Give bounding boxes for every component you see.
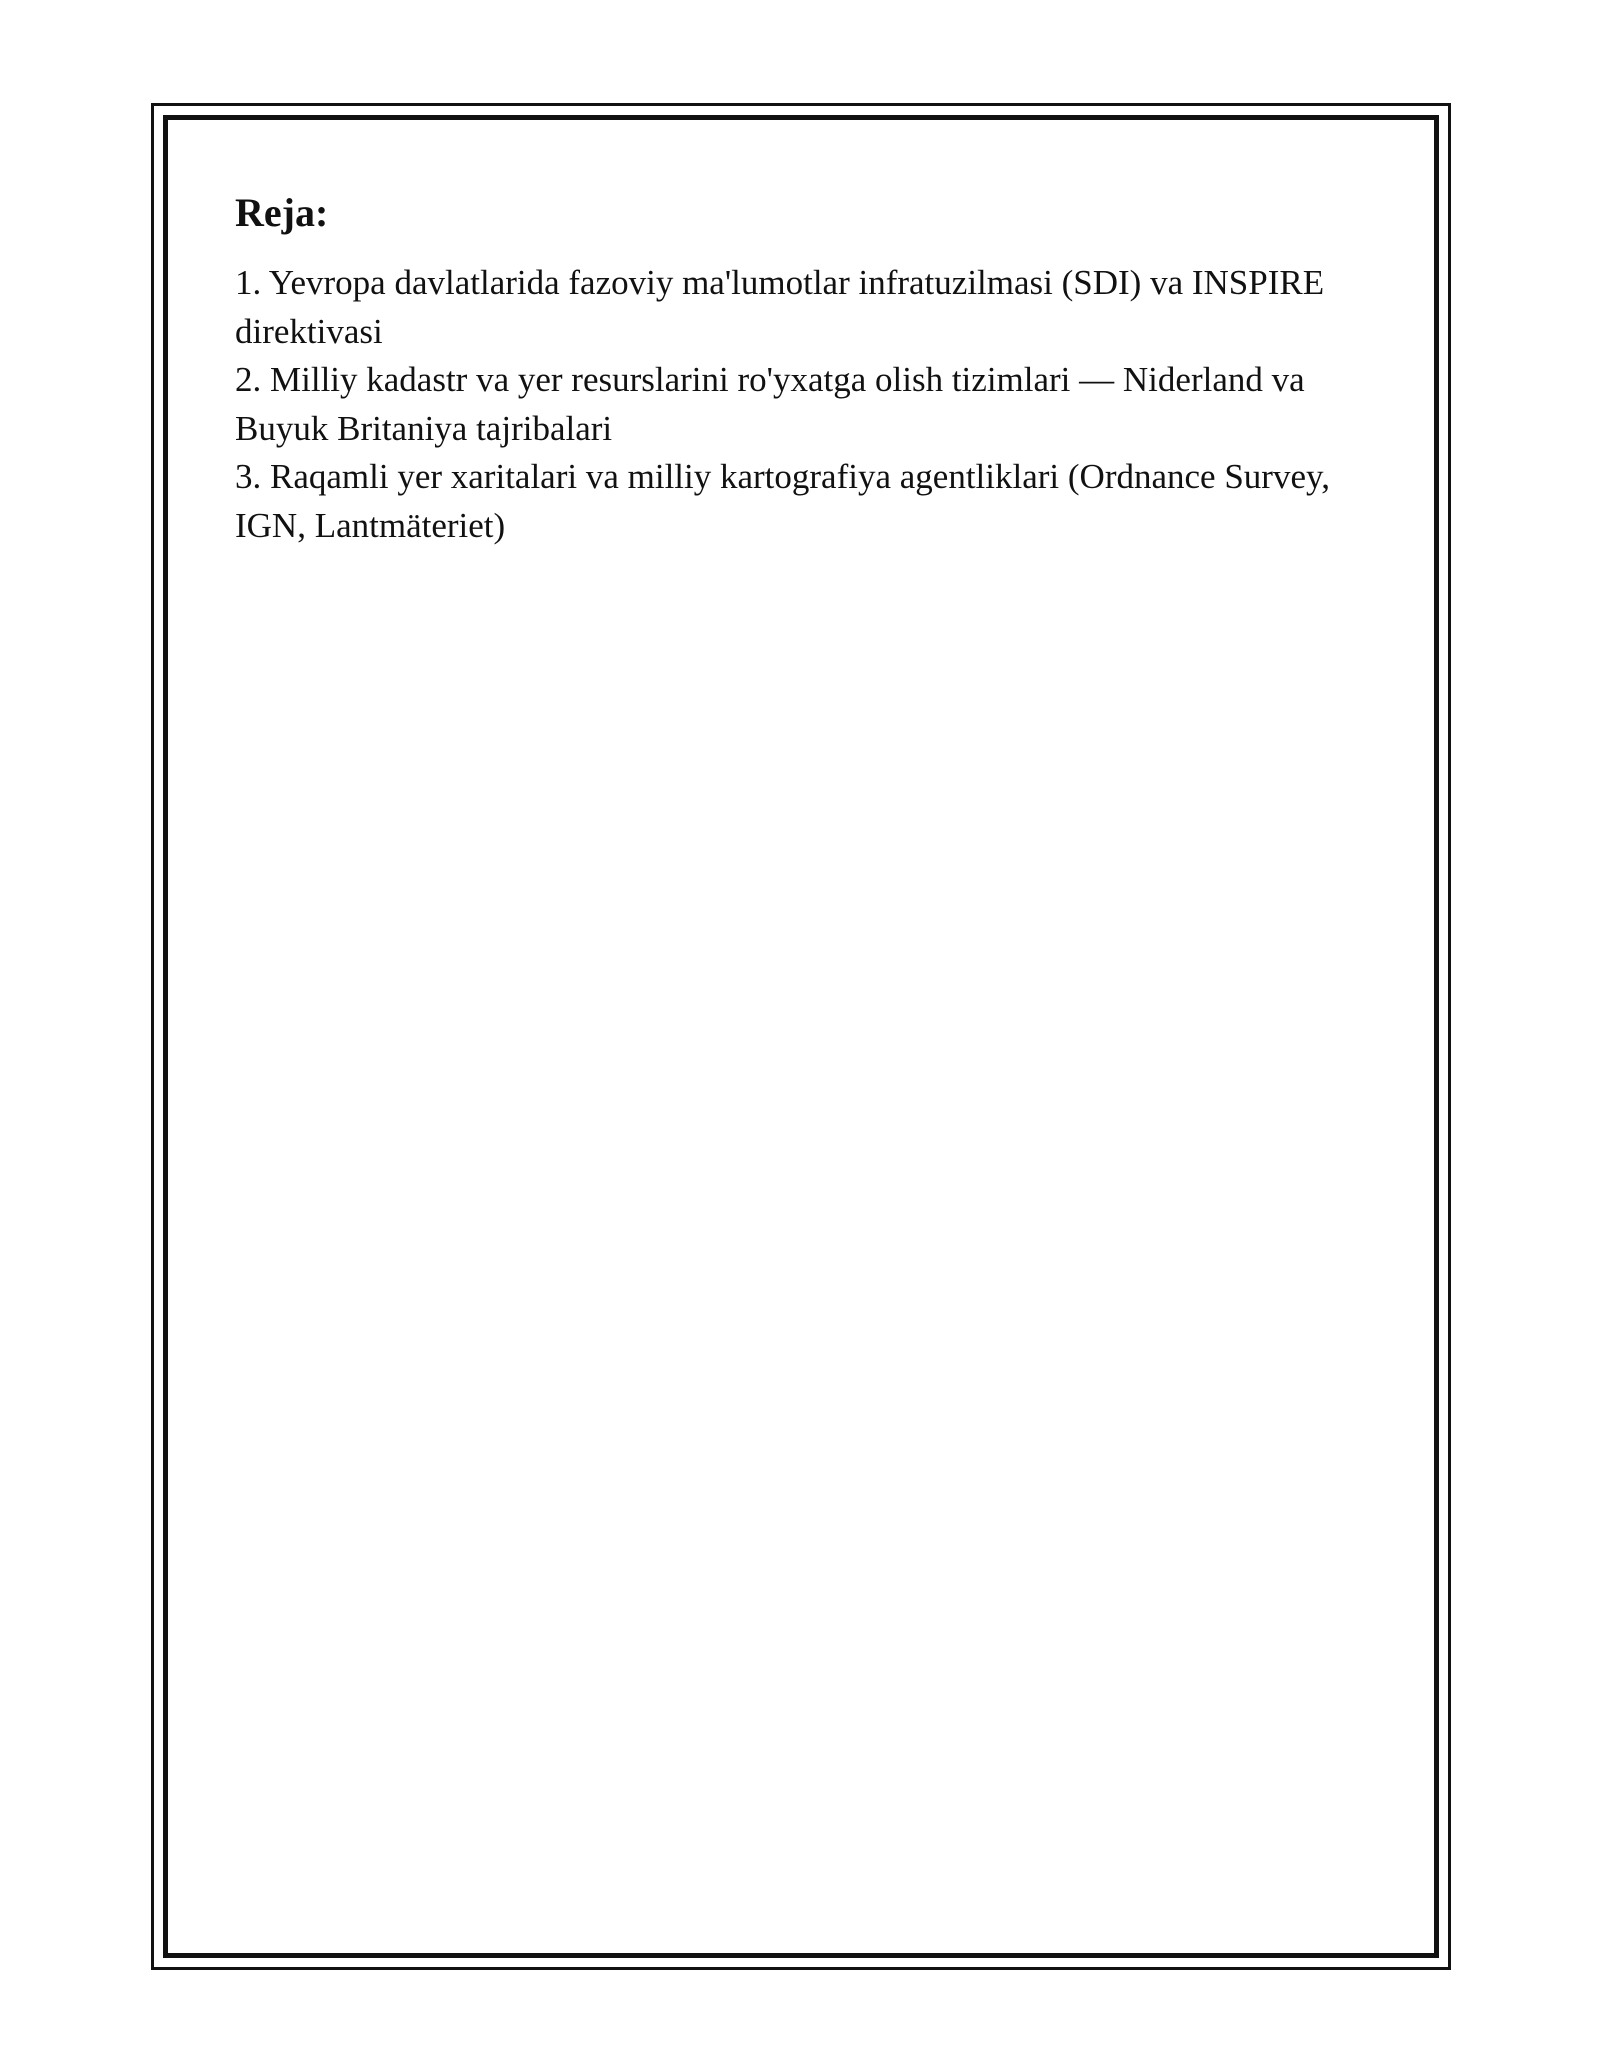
plan-item-2: 2. Milliy kadastr va yer resurslarini ro'yxatga olish tizimlari — Niderland va Buyuk Britaniya tajribalari <box>235 360 1305 448</box>
plan-heading: Reja: <box>235 190 329 235</box>
document-body <box>235 185 1375 550</box>
plan-item-1: 1. Yevropa davlatlarida fazoviy ma'lumotlar infratuzilmasi (SDI) va INSPIRE direktivasi <box>235 263 1325 351</box>
plan-list <box>235 259 1375 550</box>
plan-item-3: 3. Raqamli yer xaritalari va milliy kartografiya agentliklari (Ordnance Survey, IGN, Lantmäteriet) <box>235 457 1330 545</box>
